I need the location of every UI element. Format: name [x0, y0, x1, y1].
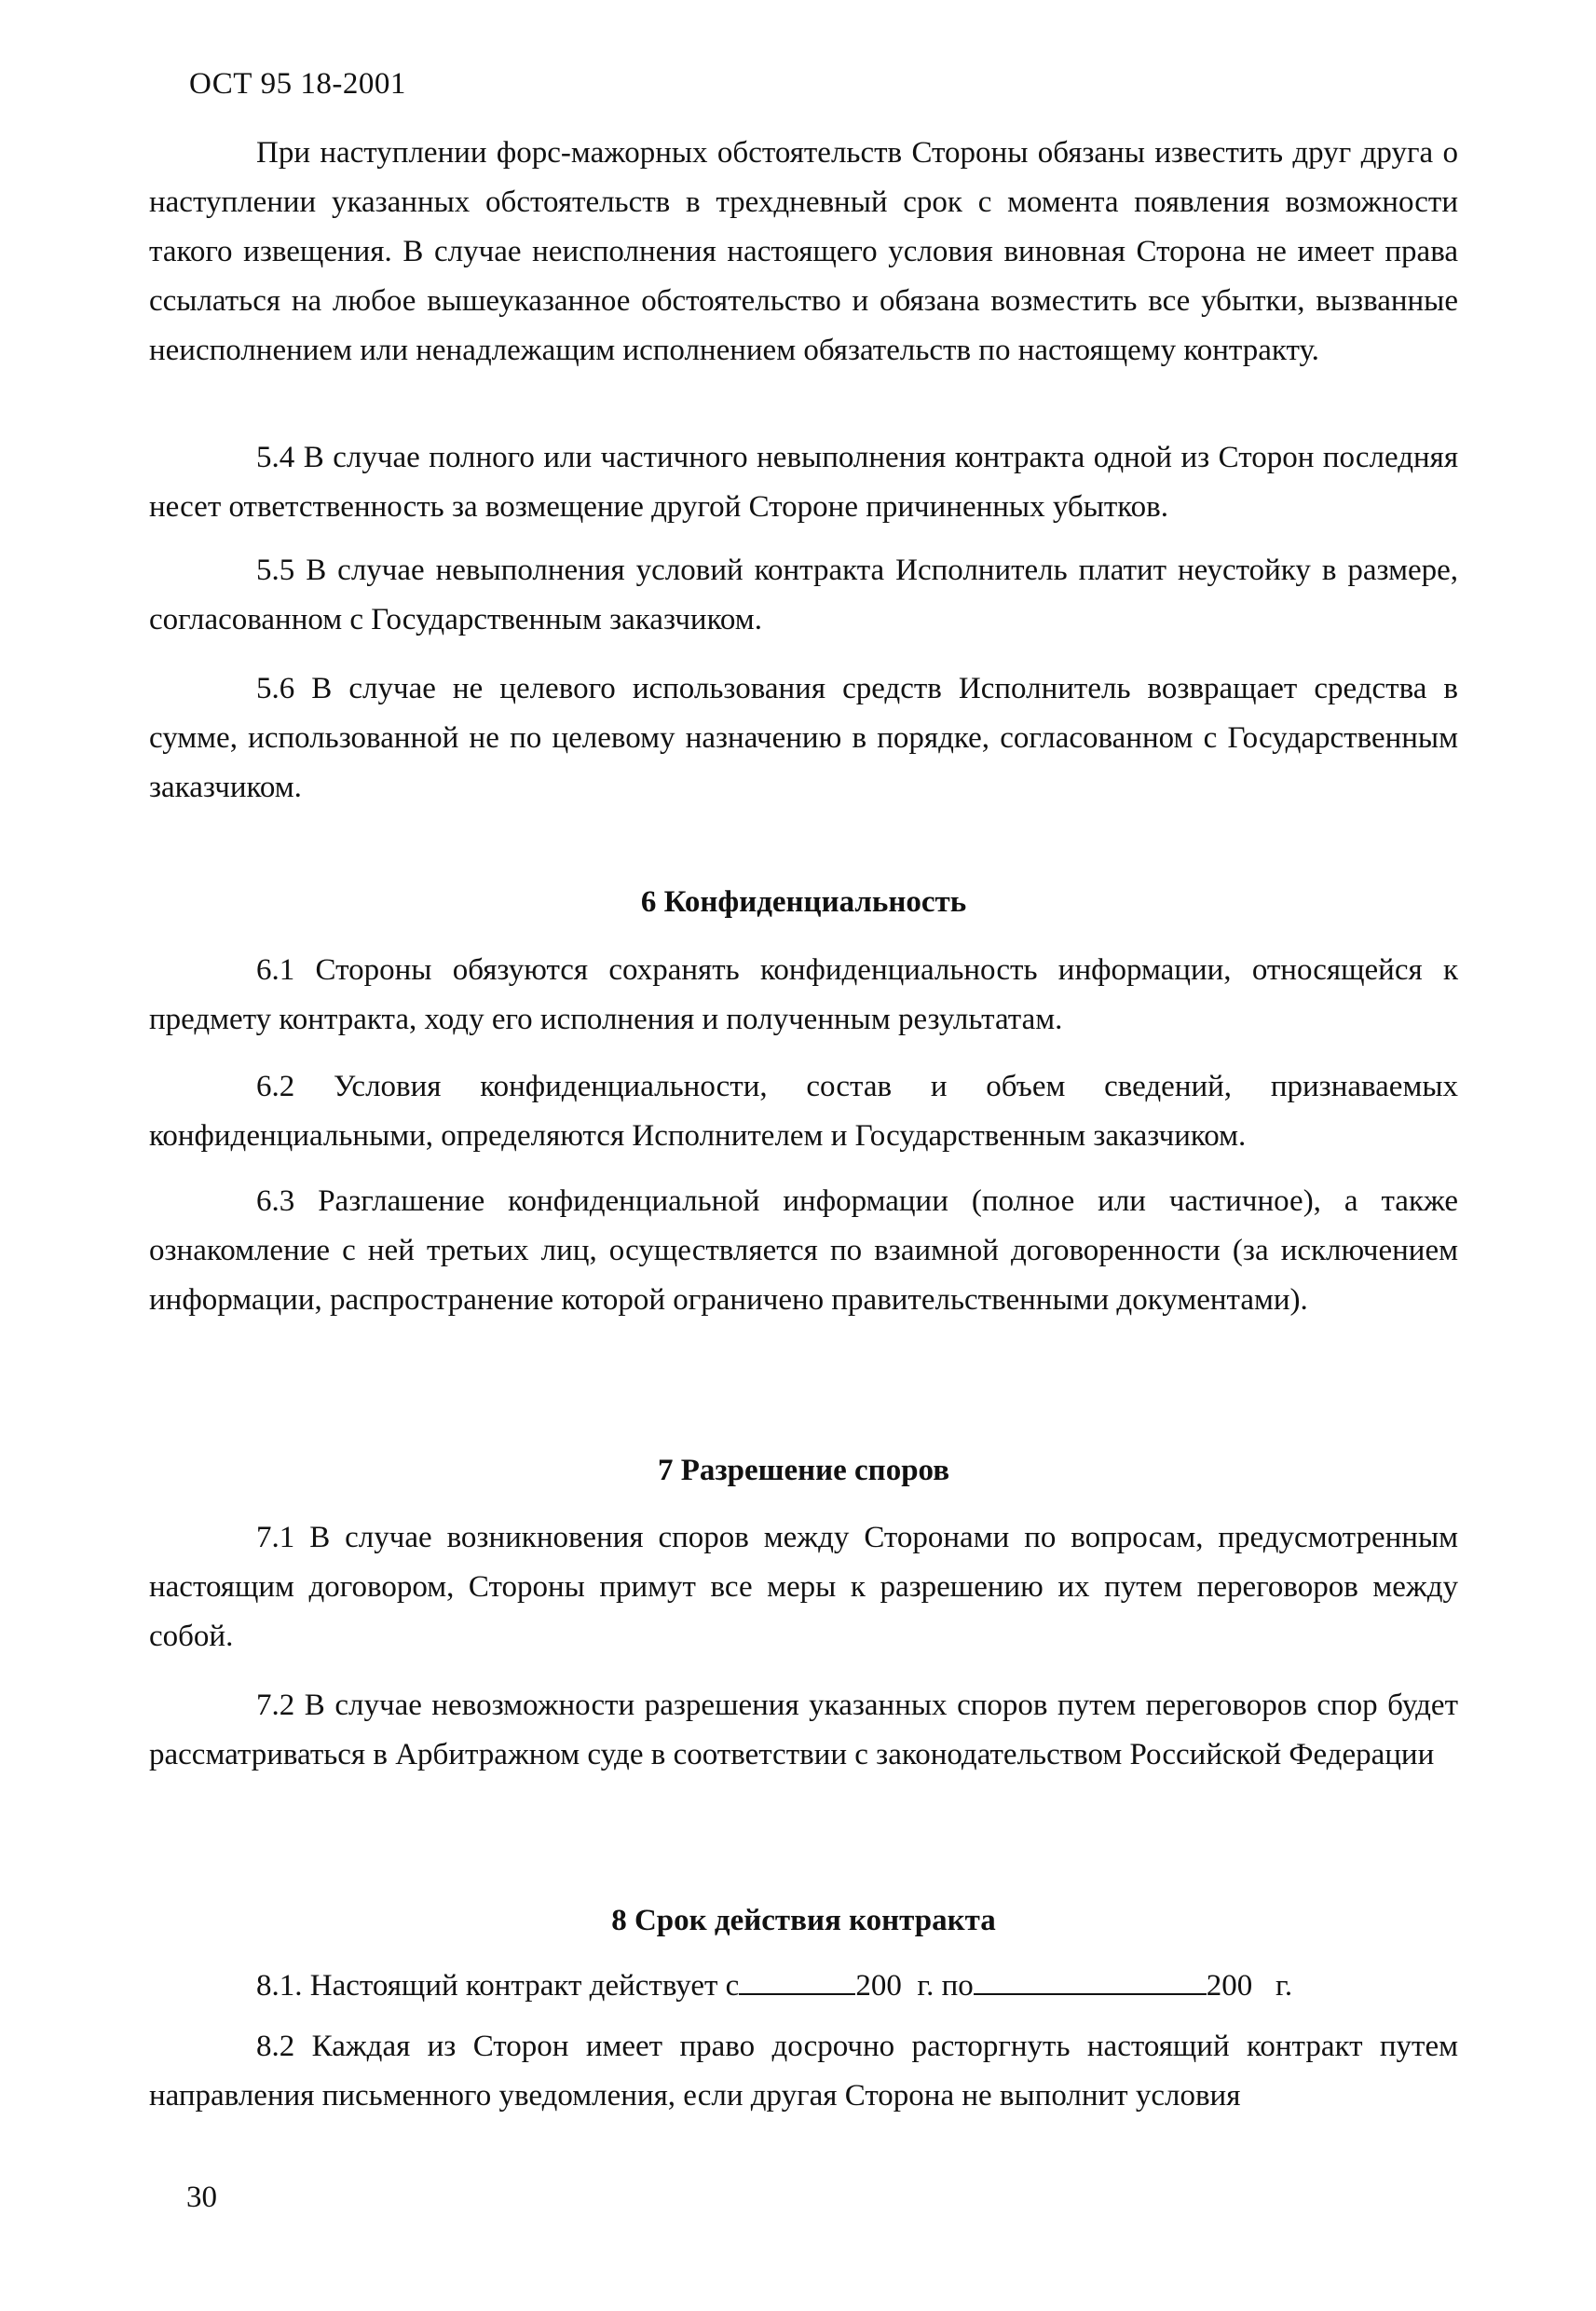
term-middle: г. по	[917, 1969, 974, 2003]
paragraph-text: 5.6 В случае не целевого использования средств Исполнитель возвращает средства в сумме, использованной не по целевому назначению в порядке, согласованном с Государственным заказчиком.	[149, 672, 1458, 804]
page-number: 30	[186, 2181, 217, 2214]
clause-7-2	[149, 1681, 1458, 1780]
section-7-heading: 7 Разрешение споров	[657, 1454, 950, 1487]
document-code: ОСТ 95 18-2001	[189, 67, 406, 101]
paragraph-text: 7.2 В случае невозможности разрешения указанных споров путем переговоров спор будет рассматриваться в Арбитражном суде в соответствии с законодательством Российской Федерации	[149, 1689, 1458, 1771]
paragraph-text: 6.3 Разглашение конфиденциальной информации (полное или частичное), а также ознакомление с ней третьих лиц, осуществляется по взаимной договоренности (за исключением информации, распространение которой ограничено правительственными документами).	[149, 1184, 1458, 1317]
start-year: 200	[855, 1969, 902, 2003]
paragraph-text: 5.4 В случае полного или частичного невыполнения контракта одной из Сторон последняя несет ответственность за возмещение другой Стороне причиненных убытков.	[149, 441, 1458, 524]
section-8-heading: 8 Срок действия контракта	[611, 1904, 996, 1937]
section-6-heading: 6 Конфиденциальность	[640, 885, 967, 919]
paragraph-text: 5.5 В случае невыполнения условий контракта Исполнитель платит неустойку в размере, согласованном с Государственным заказчиком.	[149, 554, 1458, 636]
start-date-blank	[739, 1962, 855, 1995]
clause-8-1	[149, 1962, 1458, 2011]
clause-5-4	[149, 433, 1458, 532]
clause-8-2	[149, 2022, 1458, 2121]
paragraph-text: При наступлении форс-мажорных обстоятельств Стороны обязаны известить друг друга о наступлении указанных обстоятельств в трехдневный срок с момента появления возможности такого извещения. В случае неисполнения настоящего условия виновная Сторона не имеет права ссылаться на любое вышеуказанное обстоятельство и обязана возместить все убытки, вызванные неисполнением или ненадлежащим исполнением обязательств по настоящему контракту.	[149, 136, 1458, 367]
clause-6-2	[149, 1062, 1458, 1161]
term-prefix: 8.1. Настоящий контракт действует с	[256, 1969, 740, 2003]
clause-7-1	[149, 1513, 1458, 1661]
paragraph-text: 6.1 Стороны обязуются сохранять конфиденциальность информации, относящейся к предмету контракта, ходу его исполнения и полученным результатам.	[149, 953, 1458, 1036]
term-suffix: г.	[1275, 1969, 1293, 2003]
clause-5-5	[149, 546, 1458, 645]
paragraph-text: 6.2 Условия конфиденциальности, состав и объем сведений, признаваемых конфиденциальными, определяются Исполнителем и Государственным заказчиком.	[149, 1070, 1458, 1153]
paragraph-text: 7.1 В случае возникновения споров между Сторонами по вопросам, предусмотренным настоящим договором, Стороны примут все меры к разрешению их путем переговоров между собой.	[149, 1521, 1458, 1653]
end-date-blank	[974, 1962, 1207, 1995]
clause-5-6	[149, 664, 1458, 813]
force-majeure-paragraph	[149, 129, 1458, 376]
paragraph-text: 8.2 Каждая из Сторон имеет право досрочно расторгнуть настоящий контракт путем направления письменного уведомления, если другая Сторона не выполнит условия	[149, 2030, 1458, 2113]
clause-6-1	[149, 946, 1458, 1045]
clause-6-3	[149, 1177, 1458, 1325]
end-year: 200	[1206, 1969, 1253, 2003]
